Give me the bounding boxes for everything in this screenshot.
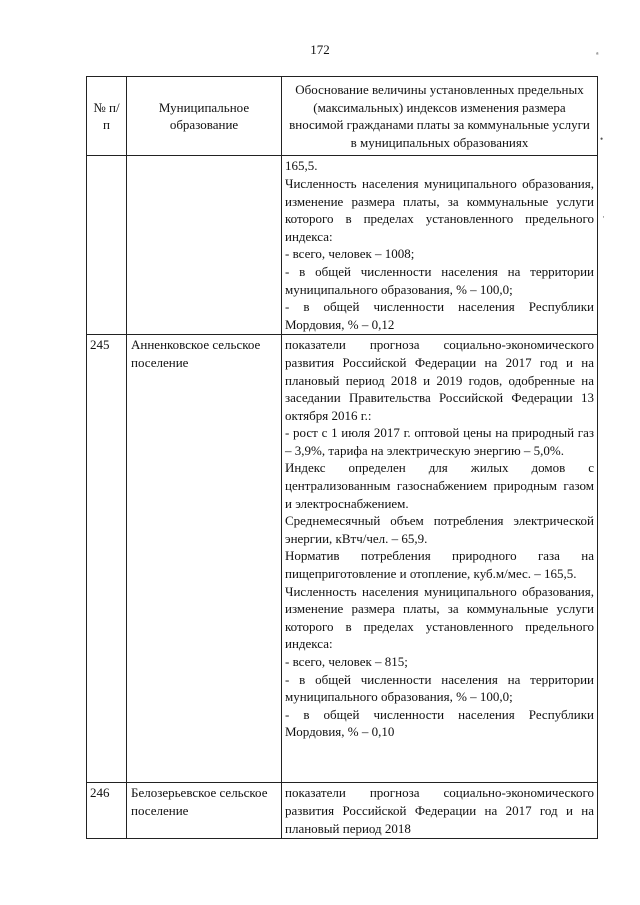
page-number: 172 <box>310 42 330 57</box>
scan-mark: • <box>600 134 604 144</box>
justification-line: Норматив потребления природного газа на пищеприготовление и отопление, куб.м/мес. – 165,5. <box>285 548 594 582</box>
justification-line: Численность населения муниципального образования, изменение размера платы, за коммунальные услуги которого в пределах установленного предельного индекса: <box>285 583 594 652</box>
justification-line: - в общей численности населения на территории муниципального образования, % – 100,0; <box>285 263 594 297</box>
justification-line: - в общей численности населения Республики Мордовия, % – 0,10 <box>285 706 594 740</box>
justification-line: - всего, человек – 815; <box>285 654 408 669</box>
header-municipality: Муниципальное образование <box>127 77 282 156</box>
index-justification-table <box>86 76 598 839</box>
justification-line: - в общей численности населения Республики Мордовия, % – 0,12 <box>285 299 594 332</box>
row-justification <box>282 156 598 335</box>
row-justification <box>282 335 598 783</box>
scan-mark: ª <box>596 50 599 60</box>
row-num: 246 <box>87 783 127 839</box>
table-row <box>87 156 598 335</box>
row-num: 245 <box>87 335 127 783</box>
justification-line: - всего, человек – 1008; <box>285 246 415 262</box>
scan-mark: · <box>602 212 605 222</box>
table-row <box>87 783 598 839</box>
row-municipality <box>127 156 282 335</box>
justification-line: - в общей численности населения на территории муниципального образования, % – 100,0; <box>285 671 594 705</box>
row-justification <box>282 783 598 839</box>
justification-line: Среднемесячный объем потребления электрической энергии, кВтч/чел. – 65,9. <box>285 513 594 546</box>
justification-line: - рост с 1 июля 2017 г. оптовой цены на природный газ – 3,9%, тарифа на электрическую энергию – 5,0%. <box>285 425 594 458</box>
justification-line: показатели прогноза социально-экономического развития Российской Федерации на 2017 год и на плановый период 2018 <box>285 785 594 836</box>
row-municipality: Анненковское сельское поселение <box>127 335 282 783</box>
table-header-row <box>87 77 598 156</box>
row-municipality: Белозерьевское сельское поселение <box>127 783 282 839</box>
row-num <box>87 156 127 335</box>
justification-line: 165,5. <box>285 158 318 174</box>
justification-line: Индекс определен для жилых домов с централизованным газоснабжением природным газом и электроснабжением. <box>285 460 594 511</box>
header-justification: Обоснование величины установленных предельных (максимальных) индексов изменения размера вносимой гражданами платы за коммунальные услуги в муниципальных образованиях <box>282 77 598 156</box>
table-row <box>87 335 598 783</box>
justification-line: Численность населения муниципального образования, изменение размера платы, за коммунальные услуги которого в пределах установленного предельного индекса: <box>285 175 594 244</box>
justification-line: показатели прогноза социально-экономического развития Российской Федерации на 2017 год и на плановый период 2018 и 2019 годов, одобренные на заседании Правительства Российской Федерации 13 октября 2016 г.: <box>285 337 594 423</box>
header-num: № п/п <box>87 77 127 156</box>
